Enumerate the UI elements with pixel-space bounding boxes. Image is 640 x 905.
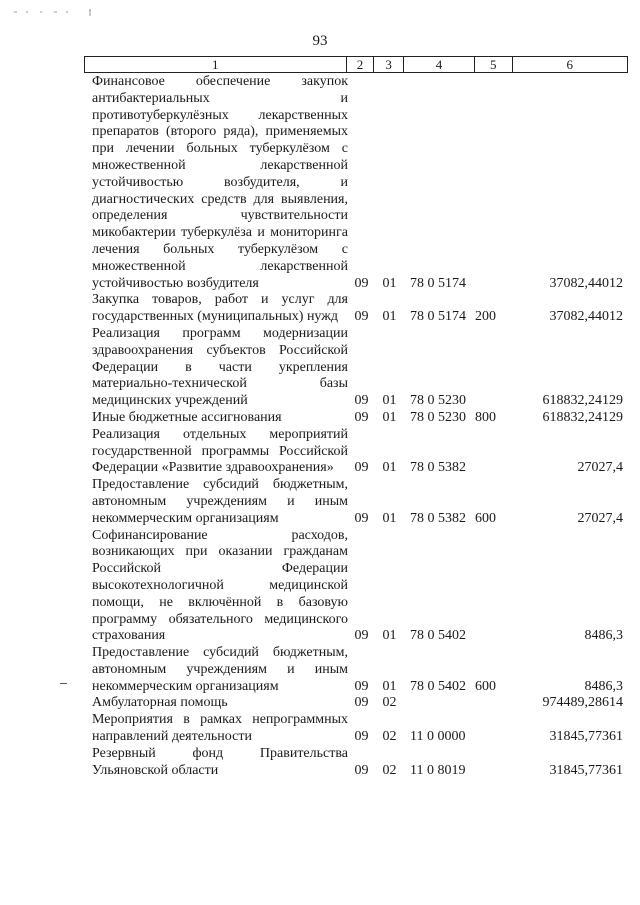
row-amount: 27027,4 bbox=[577, 510, 623, 526]
row-amount: 618832,24129 bbox=[542, 393, 623, 409]
table-row bbox=[84, 326, 628, 410]
row-amount: 31845,77361 bbox=[549, 729, 623, 745]
row-section: 09 bbox=[354, 729, 369, 745]
row-subsection: 01 bbox=[382, 393, 397, 409]
row-amount: 8486,3 bbox=[584, 628, 623, 644]
table-row bbox=[84, 74, 628, 292]
row-name: Резервный фонд Правительства Ульяновской области bbox=[92, 745, 348, 778]
table-body bbox=[84, 74, 628, 779]
row-section: 09 bbox=[354, 695, 369, 711]
row-target-code: 78 0 5230 bbox=[410, 393, 466, 409]
row-target-code: 78 0 5382 bbox=[410, 510, 466, 526]
header-col-6: 6 bbox=[512, 57, 628, 72]
row-section: 09 bbox=[354, 309, 369, 325]
scan-mark bbox=[60, 683, 67, 684]
row-target-code: 78 0 5230 bbox=[410, 409, 466, 425]
row-subsection: 01 bbox=[382, 460, 397, 476]
row-section: 09 bbox=[354, 460, 369, 476]
table-row bbox=[84, 695, 628, 712]
row-expense-type: 800 bbox=[475, 409, 496, 425]
row-name: Реализация программ модернизации здравоохранения субъектов Российской Федерации в части укрепления материально-технической базы медицинских учреждений bbox=[92, 325, 348, 409]
row-target-code: 78 0 5174 bbox=[410, 275, 466, 291]
scan-artifact-marks bbox=[14, 4, 214, 14]
row-name: Софинансирование расходов, возникающих при оказании гражданам Российской Федерации высокотехнологичной медицинской помощи, не включённой в базовую программу обязательного медицинского страхования bbox=[92, 527, 348, 644]
page-number: 93 bbox=[312, 33, 328, 49]
header-col-3: 3 bbox=[373, 57, 403, 72]
table-row bbox=[84, 645, 628, 695]
row-name: Иные бюджетные ассигнования bbox=[92, 409, 282, 425]
row-section: 09 bbox=[354, 678, 369, 694]
row-section: 09 bbox=[354, 393, 369, 409]
table-row bbox=[84, 712, 628, 746]
row-amount: 974489,28614 bbox=[542, 695, 623, 711]
budget-table bbox=[84, 56, 628, 779]
header-col-1: 1 bbox=[212, 57, 219, 72]
row-section: 09 bbox=[354, 762, 369, 778]
table-header bbox=[84, 56, 628, 73]
header-col-5: 5 bbox=[474, 57, 512, 72]
row-target-code: 11 0 8019 bbox=[410, 762, 466, 778]
row-subsection: 01 bbox=[382, 275, 397, 291]
row-amount: 31845,77361 bbox=[549, 762, 623, 778]
row-expense-type: 600 bbox=[475, 510, 496, 526]
header-col-4: 4 bbox=[403, 57, 474, 72]
row-name: Финансовое обеспечение закупок антибактериальных и противотуберкулёзных лекарственных препаратов (второго ряда), применяемых при лечении больных туберкулёзом с множественной лекарственной устойчивостью возбудителя, и диагностических средств для выявления, определения чувствительности микобактерии туберкулёза и мониторинга лечения больных туберкулёзом с множественной лекарственной устойчивостью возбудителя bbox=[92, 74, 348, 291]
row-expense-type: 200 bbox=[475, 309, 496, 325]
row-name: Мероприятия в рамках непрограммных направлений деятельности bbox=[92, 712, 348, 745]
row-subsection: 01 bbox=[382, 628, 397, 644]
row-target-code: 78 0 5402 bbox=[410, 628, 466, 644]
row-subsection: 02 bbox=[382, 762, 397, 778]
row-subsection: 01 bbox=[382, 309, 397, 325]
table-row bbox=[84, 292, 628, 326]
row-name: Закупка товаров, работ и услуг для государственных (муниципальных) нужд bbox=[92, 292, 348, 325]
row-target-code: 11 0 0000 bbox=[410, 729, 466, 745]
row-amount: 37082,44012 bbox=[549, 309, 623, 325]
table-row bbox=[84, 427, 628, 477]
row-name: Предоставление субсидий бюджетным, автономным учреждениям и иным некоммерческим организациям bbox=[92, 477, 348, 526]
table-row bbox=[84, 528, 628, 646]
row-section: 09 bbox=[354, 409, 369, 425]
row-section: 09 bbox=[354, 510, 369, 526]
table-row bbox=[84, 746, 628, 780]
row-section: 09 bbox=[354, 275, 369, 291]
row-target-code: 78 0 5174 bbox=[410, 309, 466, 325]
row-subsection: 01 bbox=[382, 510, 397, 526]
row-target-code: 78 0 5402 bbox=[410, 678, 466, 694]
row-amount: 618832,24129 bbox=[542, 409, 623, 425]
row-section: 09 bbox=[354, 628, 369, 644]
row-subsection: 01 bbox=[382, 678, 397, 694]
row-subsection: 01 bbox=[382, 409, 397, 425]
header-col-2: 2 bbox=[346, 57, 374, 72]
table-row bbox=[84, 410, 628, 427]
row-expense-type: 600 bbox=[475, 678, 496, 694]
row-name: Реализация отдельных мероприятий государственной программы Российской Федерации «Развитие здравоохранения» bbox=[92, 426, 348, 476]
row-target-code: 78 0 5382 bbox=[410, 460, 466, 476]
row-amount: 37082,44012 bbox=[549, 275, 623, 291]
row-amount: 27027,4 bbox=[577, 460, 623, 476]
row-name: Амбулаторная помощь bbox=[92, 695, 228, 711]
table-row bbox=[84, 477, 628, 527]
row-subsection: 02 bbox=[382, 695, 397, 711]
row-subsection: 02 bbox=[382, 729, 397, 745]
row-amount: 8486,3 bbox=[584, 678, 623, 694]
row-name: Предоставление субсидий бюджетным, автономным учреждениям и иным некоммерческим организациям bbox=[92, 645, 348, 694]
